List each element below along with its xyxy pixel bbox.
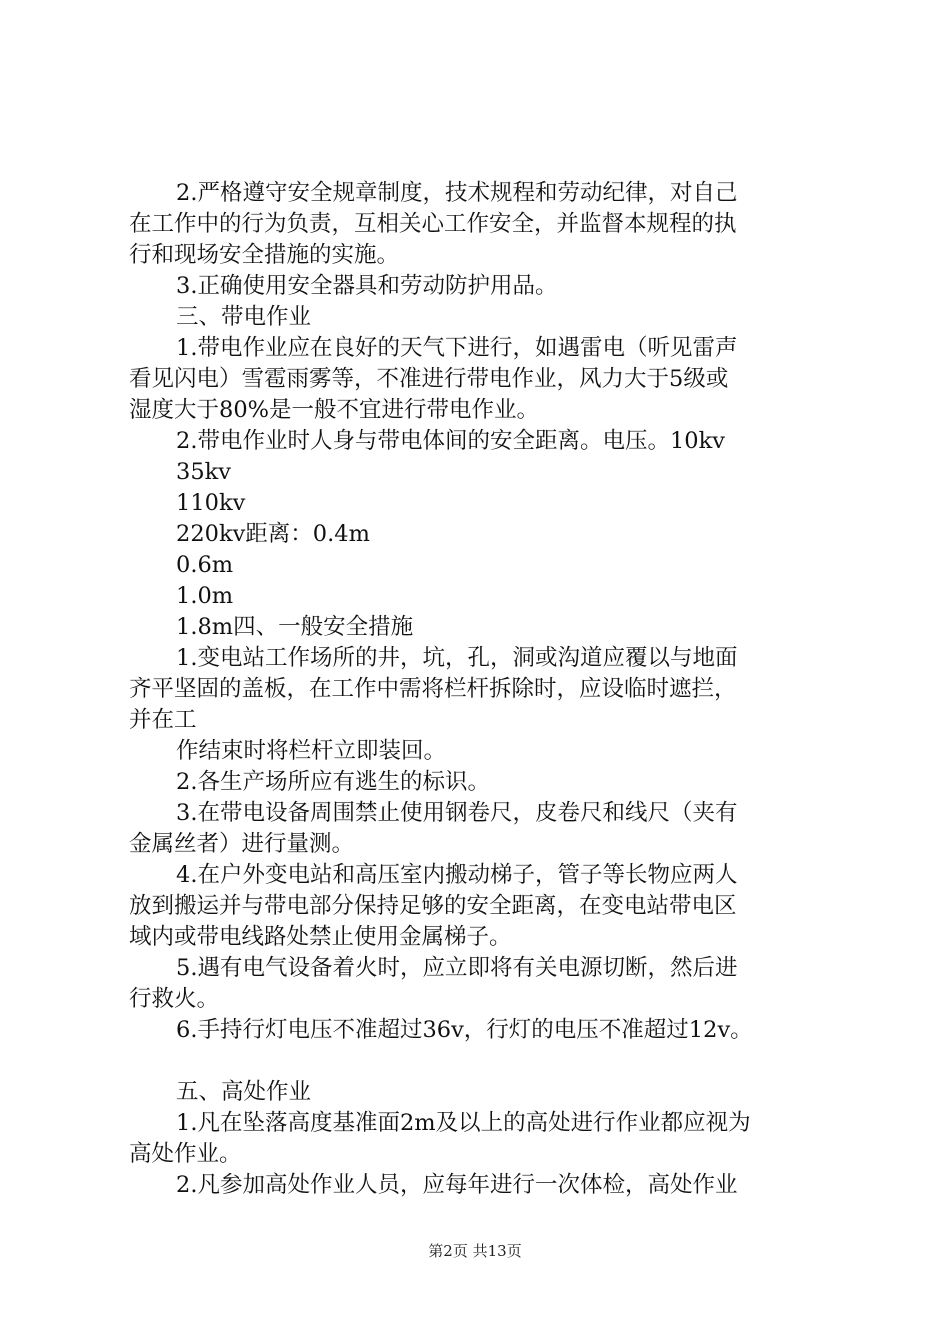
paragraph-line: 2.严格遵守安全规章制度，技术规程和劳动纪律，对自己 [176, 180, 738, 206]
paragraph-line: 作结束时将栏杆立即装回。 [176, 738, 447, 764]
paragraph-line: 1.凡在坠落高度基准面2m及以上的高处进行作业都应视为 [176, 1110, 751, 1136]
paragraph-line: 2.带电作业时人身与带电体间的安全距离。电压。10kv [176, 428, 725, 454]
document-body [129, 178, 834, 1201]
section-heading: 三、带电作业 [176, 304, 312, 330]
paragraph-line: 35kv [176, 459, 231, 485]
paragraph-line: 在工作中的行为负责，互相关心工作安全，并监督本规程的执 [129, 211, 737, 237]
paragraph-line: 金属丝者）进行量测。 [129, 831, 355, 857]
paragraph-line: 看见闪电）雪雹雨雾等，不准进行带电作业，风力大于5级或 [129, 366, 729, 392]
paragraph-line: 6.手持行灯电压不准超过36v，行灯的电压不准超过12v。 [176, 1017, 753, 1043]
paragraph-line: 5.遇有电气设备着火时，应立即将有关电源切断，然后进 [176, 955, 738, 981]
paragraph-line: 行和现场安全措施的实施。 [129, 242, 400, 268]
paragraph-line: 齐平坚固的盖板，在工作中需将栏杆拆除时，应设临时遮拦， [129, 676, 737, 702]
paragraph-line: 0.6m [176, 552, 234, 578]
paragraph-line: 放到搬运并与带电部分保持足够的安全距离，在变电站带电区 [129, 893, 737, 919]
paragraph-line: 湿度大于80%是一般不宜进行带电作业。 [129, 397, 540, 423]
paragraph-line: 1.变电站工作场所的井，坑，孔，洞或沟道应覆以与地面 [176, 645, 738, 671]
paragraph-line: 220kv距离：0.4m [176, 521, 370, 547]
paragraph-line: 4.在户外变电站和高压室内搬动梯子，管子等长物应两人 [176, 862, 738, 888]
paragraph-line: 1.带电作业应在良好的天气下进行，如遇雷电（听见雷声 [176, 335, 738, 361]
paragraph-line: 行救火。 [129, 986, 220, 1012]
paragraph-line: 并在工 [129, 707, 197, 733]
paragraph-line: 域内或带电线路处禁止使用金属梯子。 [129, 924, 512, 950]
paragraph-line: 2.各生产场所应有逃生的标识。 [176, 769, 490, 795]
paragraph-line: 2.凡参加高处作业人员，应每年进行一次体检，高处作业 [176, 1172, 738, 1198]
page-footer: 第2页 共13页 [428, 1242, 522, 1260]
paragraph-line: 1.0m [176, 583, 234, 609]
paragraph-line: 3.在带电设备周围禁止使用钢卷尺，皮卷尺和线尺（夹有 [176, 800, 738, 826]
paragraph-line: 3.正确使用安全器具和劳动防护用品。 [176, 273, 558, 299]
paragraph-line: 1.8m四、一般安全措施 [176, 614, 414, 640]
section-heading: 五、高处作业 [176, 1079, 312, 1105]
paragraph-line: 高处作业。 [129, 1141, 242, 1167]
blank-line [129, 1046, 834, 1077]
paragraph-line: 110kv [176, 490, 246, 516]
